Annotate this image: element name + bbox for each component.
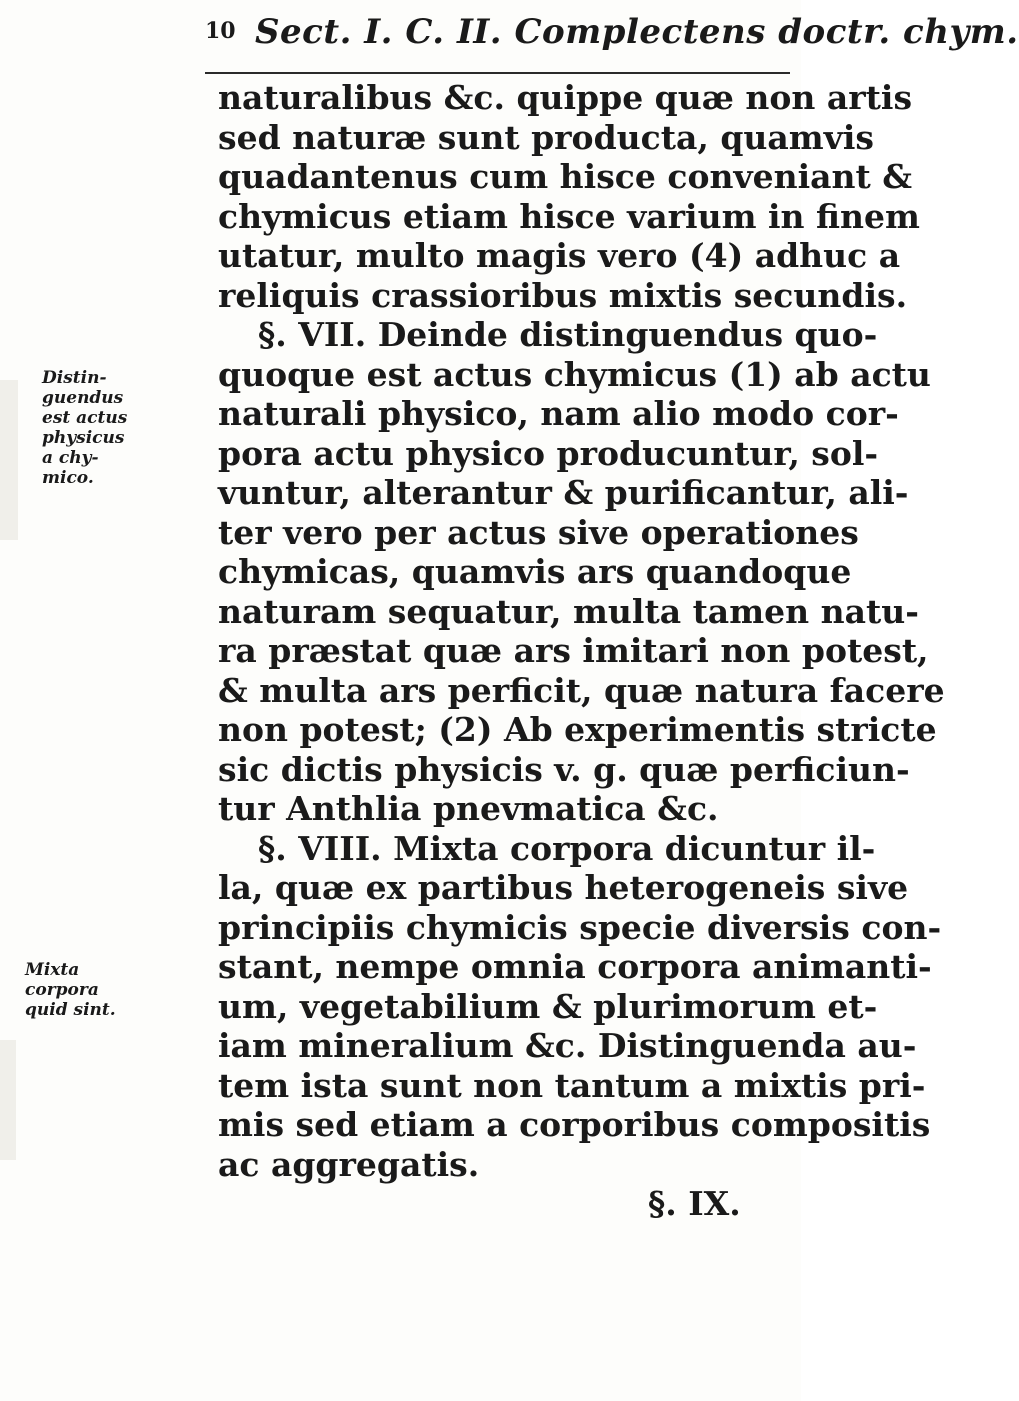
catchword: §. IX. [648,1184,741,1223]
section-heading-line: §. VII. Deinde distinguendus quo- [258,315,878,354]
margin-note-line: Distin- [42,368,107,388]
margin-note-line: guendus [42,388,124,408]
margin-note-line: physicus [42,428,125,448]
text-line: vuntur, alterantur & purificantur, ali- [218,473,909,512]
text-line: naturam sequatur, multa tamen natu- [218,591,919,631]
text-line: tem ista sunt non tantum a mixtis pri- [218,1065,926,1105]
section-heading-line: §. VIII. Mixta corpora dicuntur il- [258,828,876,868]
header-rule [205,72,790,74]
text-line: naturalibus &c. quippe quæ non artis [218,78,913,117]
running-head: Sect. I. C. II. Complectens doctr. chym. [255,12,1019,52]
text-line: chymicas, quamvis ars quandoque [218,552,852,591]
main-text-block [218,78,945,1224]
text-line: pora actu physico producuntur, sol- [218,433,879,473]
margin-note-mixta [25,960,145,1020]
text-line: sic dictis physicis v. g. quæ perficiun- [218,749,910,789]
margin-note-line: a chy- [42,448,99,468]
text-line: ter vero per actus sive operationes [218,512,859,552]
margin-note-distinguendus [42,368,162,488]
text-line: naturali physico, nam alio modo cor- [218,394,899,433]
text-line: principiis chymicis specie diversis con- [218,907,942,947]
margin-note-line: Mixta [25,960,80,980]
text-line: iam mineralium &c. Distinguenda au- [218,1026,917,1065]
text-line: mis sed etiam a corporibus compositis [218,1105,931,1144]
page-edge-stain [0,1040,16,1160]
margin-note-line: quid sint. [25,1000,116,1020]
margin-note-line: mico. [42,468,94,488]
text-line: stant, nempe omnia corpora animanti- [218,947,932,986]
page-edge-stain [0,380,18,540]
text-line: la, quæ ex partibus heterogeneis sive [218,868,909,907]
margin-note-line: est actus [42,408,128,428]
text-line: tur Anthlia pnevmatica &c. [218,789,719,828]
page-header [205,12,1019,78]
text-line: & multa ars perficit, quæ natura facere [218,670,945,710]
text-line: sed naturæ sunt producta, quamvis [218,117,874,157]
text-line: um, vegetabilium & plurimorum et- [218,986,878,1026]
text-line: reliquis crassioribus mixtis secundis. [218,275,908,315]
text-line: quoque est actus chymicus (1) ab actu [218,354,931,394]
text-line: ac aggregatis. [218,1144,480,1184]
text-line: chymicus etiam hisce varium in finem [218,196,920,236]
page-number: 10 [205,18,236,44]
margin-note-line: corpora [25,980,99,1000]
text-line: utatur, multo magis vero (4) adhuc a [218,236,901,275]
text-line: quadantenus cum hisce conveniant & [218,157,913,196]
text-line: ra præstat quæ ars imitari non potest, [218,631,929,670]
text-line: non potest; (2) Ab experimentis stricte [218,710,937,749]
